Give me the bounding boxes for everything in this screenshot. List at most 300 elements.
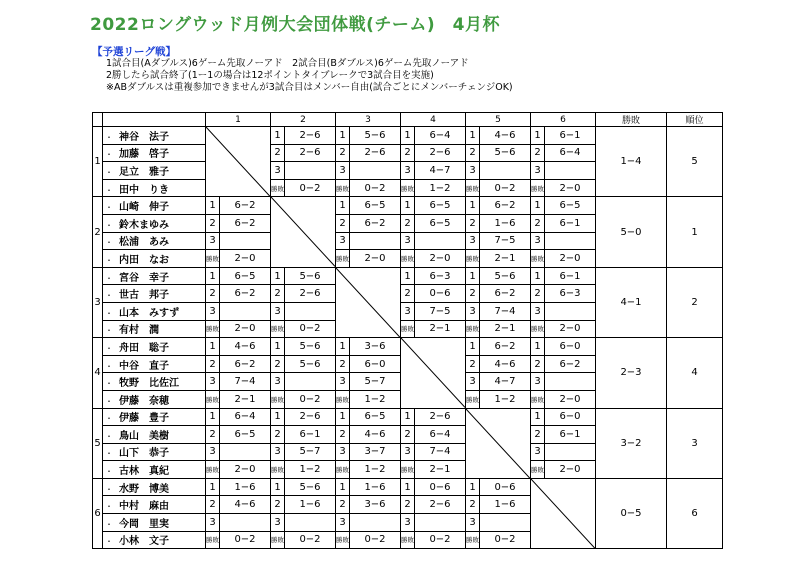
game-score: 1−6 (480, 496, 531, 514)
game-score: 1−2 (415, 179, 466, 197)
game-score: 6−1 (545, 127, 596, 145)
game-score (415, 232, 466, 250)
player-label: 山本 みすず (119, 307, 180, 319)
game-score: 6−2 (220, 285, 271, 303)
game-score: 4−6 (220, 496, 271, 514)
team-record: 5−0 (596, 197, 667, 267)
game-number: 2 (271, 144, 285, 162)
game-number: 3 (531, 162, 545, 180)
game-score: 2−0 (220, 250, 271, 268)
player-name (103, 355, 206, 373)
bullet: ・ (105, 361, 113, 371)
page-title: 2022ロングウッド月例大会団体戦(チーム) 4月杯 (90, 15, 501, 35)
player-label: 伊藤 奈穂 (119, 395, 169, 407)
game-score: 2−6 (285, 285, 336, 303)
diagonal-line (206, 127, 270, 196)
game-number: 2 (206, 355, 220, 373)
game-score: 1−6 (285, 496, 336, 514)
game-score (285, 373, 336, 391)
game-number: 勝敗 (336, 179, 350, 197)
game-number: 3 (531, 232, 545, 250)
table-row (93, 478, 723, 496)
game-score (220, 514, 271, 532)
game-score: 6−5 (350, 197, 401, 215)
table-row (93, 408, 723, 426)
player-label: 内田 なお (119, 254, 169, 266)
game-score: 4−6 (480, 355, 531, 373)
game-number: 2 (336, 144, 350, 162)
game-number: 勝敗 (401, 320, 415, 338)
game-number: 1 (206, 408, 220, 426)
game-number: 1 (466, 338, 480, 356)
self-match-cell (531, 478, 596, 548)
game-score: 2−1 (415, 461, 466, 479)
league-table (92, 112, 723, 549)
player-name (103, 514, 206, 532)
player-label: 古林 真紀 (119, 466, 169, 478)
game-number: 2 (336, 214, 350, 232)
game-score: 2−1 (220, 390, 271, 408)
game-score: 1−6 (220, 478, 271, 496)
rule-line: ※ABダブルスは重複参加できませんが3試合目はメンバー自由(試合ごとにメンバーチェンジOK) (106, 82, 513, 93)
game-number: 勝敗 (336, 390, 350, 408)
bullet: ・ (105, 467, 113, 477)
game-score: 2−6 (285, 408, 336, 426)
game-number: 2 (206, 496, 220, 514)
team-number: 6 (93, 478, 103, 548)
game-number: 3 (531, 302, 545, 320)
game-number: 3 (336, 232, 350, 250)
player-name (103, 390, 206, 408)
bullet: ・ (105, 238, 113, 248)
game-number: 3 (206, 232, 220, 250)
table-row (93, 338, 723, 356)
game-score: 0−2 (480, 179, 531, 197)
game-number: 1 (206, 197, 220, 215)
game-number: 3 (271, 443, 285, 461)
game-score: 5−6 (480, 267, 531, 285)
game-number: 3 (206, 514, 220, 532)
game-number: 3 (336, 514, 350, 532)
player-name (103, 461, 206, 479)
game-score: 2−1 (415, 320, 466, 338)
game-number: 1 (466, 478, 480, 496)
game-score: 6−0 (545, 338, 596, 356)
game-score: 6−2 (220, 214, 271, 232)
game-number: 3 (531, 373, 545, 391)
game-number: 勝敗 (336, 531, 350, 549)
game-number: 1 (271, 267, 285, 285)
game-number: 勝敗 (466, 531, 480, 549)
game-score: 5−7 (350, 373, 401, 391)
bullet: ・ (105, 255, 113, 265)
section-label: 【予選リーグ戦】 (92, 46, 176, 58)
game-score: 4−6 (350, 426, 401, 444)
game-number: 1 (401, 197, 415, 215)
game-number: 勝敗 (206, 531, 220, 549)
self-match-cell (206, 127, 271, 197)
game-score: 7−5 (415, 302, 466, 320)
game-number: 勝敗 (531, 320, 545, 338)
team-rank: 1 (667, 197, 723, 267)
game-number: 1 (531, 267, 545, 285)
player-label: 山崎 伸子 (119, 202, 169, 214)
game-number: 1 (531, 338, 545, 356)
game-number: 1 (271, 408, 285, 426)
game-number: 2 (531, 214, 545, 232)
game-score: 6−5 (415, 197, 466, 215)
game-score (480, 514, 531, 532)
game-number: 1 (336, 127, 350, 145)
player-name (103, 179, 206, 197)
game-number: 勝敗 (206, 250, 220, 268)
game-number: 3 (401, 232, 415, 250)
game-score: 2−6 (285, 144, 336, 162)
game-score: 2−0 (220, 320, 271, 338)
game-number: 1 (271, 478, 285, 496)
game-number: 勝敗 (206, 320, 220, 338)
game-number: 勝敗 (271, 179, 285, 197)
game-number: 勝敗 (531, 390, 545, 408)
game-number: 1 (336, 197, 350, 215)
game-number: 2 (336, 355, 350, 373)
bullet: ・ (105, 273, 113, 283)
game-number: 2 (466, 355, 480, 373)
player-name (103, 373, 206, 391)
game-number: 3 (336, 373, 350, 391)
game-score (220, 302, 271, 320)
bullet: ・ (105, 132, 113, 142)
player-name (103, 426, 206, 444)
game-score: 1−6 (350, 478, 401, 496)
game-score: 6−2 (480, 285, 531, 303)
player-name (103, 408, 206, 426)
game-score: 5−6 (285, 267, 336, 285)
game-score (350, 162, 401, 180)
game-score: 6−5 (220, 426, 271, 444)
player-label: 中村 麻由 (119, 501, 169, 513)
game-score: 6−2 (220, 355, 271, 373)
game-number: 2 (271, 285, 285, 303)
bullet: ・ (105, 484, 113, 494)
game-number: 1 (531, 127, 545, 145)
player-label: 松浦 あみ (119, 237, 169, 249)
bullet: ・ (105, 150, 113, 160)
bullet: ・ (105, 291, 113, 301)
game-number: 3 (336, 162, 350, 180)
game-score: 0−2 (285, 531, 336, 549)
game-number: 1 (466, 197, 480, 215)
game-score: 2−6 (415, 496, 466, 514)
game-number: 3 (401, 443, 415, 461)
player-name (103, 531, 206, 549)
player-name (103, 478, 206, 496)
player-label: 水野 博美 (119, 483, 169, 495)
game-score: 6−1 (545, 214, 596, 232)
game-score: 4−6 (220, 338, 271, 356)
game-score: 6−1 (545, 267, 596, 285)
game-number: 3 (271, 514, 285, 532)
game-score: 6−1 (285, 426, 336, 444)
game-number: 3 (271, 373, 285, 391)
player-name (103, 214, 206, 232)
bullet: ・ (105, 343, 113, 353)
game-number: 3 (466, 232, 480, 250)
game-score: 0−2 (220, 531, 271, 549)
rank-header: 順位 (667, 113, 723, 127)
player-name (103, 250, 206, 268)
bullet: ・ (105, 449, 113, 459)
game-number: 3 (401, 302, 415, 320)
game-score: 6−5 (220, 267, 271, 285)
player-label: 宮谷 幸子 (119, 272, 169, 284)
player-label: 鳥山 美樹 (119, 430, 169, 442)
game-score (545, 162, 596, 180)
player-name (103, 496, 206, 514)
game-number: 2 (401, 144, 415, 162)
game-score: 0−2 (350, 531, 401, 549)
game-score (350, 514, 401, 532)
game-number: 3 (271, 302, 285, 320)
player-name (103, 443, 206, 461)
game-score: 3−6 (350, 496, 401, 514)
player-label: 今岡 里実 (119, 518, 169, 530)
game-number: 1 (466, 267, 480, 285)
opponent-header: 5 (466, 113, 531, 127)
game-score: 4−6 (480, 127, 531, 145)
game-score: 0−2 (285, 390, 336, 408)
game-score: 7−4 (415, 443, 466, 461)
game-score: 6−5 (545, 197, 596, 215)
player-label: 舟田 聡子 (119, 342, 169, 354)
game-score: 6−3 (545, 285, 596, 303)
bullet: ・ (105, 396, 113, 406)
game-score: 2−0 (545, 179, 596, 197)
game-number: 勝敗 (466, 179, 480, 197)
game-score: 5−6 (350, 127, 401, 145)
game-number: 2 (466, 214, 480, 232)
game-number: 勝敗 (466, 250, 480, 268)
game-score (545, 373, 596, 391)
self-match-cell (271, 197, 336, 267)
game-score: 2−6 (350, 144, 401, 162)
team-rank: 3 (667, 408, 723, 478)
game-number: 3 (466, 302, 480, 320)
game-score (220, 232, 271, 250)
game-number: 勝敗 (206, 390, 220, 408)
game-number: 3 (466, 373, 480, 391)
player-label: 山下 恭子 (119, 448, 169, 460)
team-number: 5 (93, 408, 103, 478)
game-number: 勝敗 (466, 320, 480, 338)
bullet: ・ (105, 326, 113, 336)
game-number: 2 (531, 426, 545, 444)
game-number: 1 (401, 267, 415, 285)
game-number: 2 (401, 214, 415, 232)
team-record: 0−5 (596, 478, 667, 548)
diagonal-line (466, 409, 530, 478)
game-score: 1−2 (285, 461, 336, 479)
player-label: 中谷 直子 (119, 360, 169, 372)
game-number: 勝敗 (401, 179, 415, 197)
game-number: 1 (336, 478, 350, 496)
game-number: 3 (466, 514, 480, 532)
record-header: 勝敗 (596, 113, 667, 127)
team-rank: 5 (667, 127, 723, 197)
game-score: 3−7 (350, 443, 401, 461)
game-score: 2−6 (415, 408, 466, 426)
game-score: 2−0 (220, 461, 271, 479)
game-number: 1 (206, 338, 220, 356)
game-score: 7−4 (220, 373, 271, 391)
game-number: 2 (206, 214, 220, 232)
game-number: 3 (206, 302, 220, 320)
game-number: 勝敗 (401, 461, 415, 479)
game-score: 6−0 (545, 408, 596, 426)
game-score: 1−2 (480, 390, 531, 408)
game-score: 0−2 (415, 531, 466, 549)
game-score: 4−7 (480, 373, 531, 391)
player-name (103, 285, 206, 303)
game-score: 0−6 (415, 478, 466, 496)
opponent-header: 2 (271, 113, 336, 127)
game-score: 2−0 (350, 250, 401, 268)
bullet: ・ (105, 167, 113, 177)
player-name (103, 267, 206, 285)
team-number: 4 (93, 338, 103, 408)
game-score (350, 232, 401, 250)
bullet: ・ (105, 519, 113, 529)
player-label: 鈴木まゆみ (119, 219, 169, 231)
self-match-cell (401, 338, 466, 408)
game-number: 2 (271, 426, 285, 444)
bullet: ・ (105, 414, 113, 424)
game-number: 勝敗 (271, 531, 285, 549)
team-record: 4−1 (596, 267, 667, 337)
team-record: 1−4 (596, 127, 667, 197)
game-number: 2 (531, 355, 545, 373)
player-name (103, 197, 206, 215)
game-number: 2 (401, 426, 415, 444)
game-score: 6−5 (415, 214, 466, 232)
game-number: 1 (466, 127, 480, 145)
bullet: ・ (105, 203, 113, 213)
game-number: 2 (466, 144, 480, 162)
game-number: 2 (531, 144, 545, 162)
bullet: ・ (105, 308, 113, 318)
game-number: 2 (271, 355, 285, 373)
game-score: 5−7 (285, 443, 336, 461)
diagonal-line (401, 338, 465, 407)
game-number: 3 (401, 514, 415, 532)
game-number: 1 (271, 127, 285, 145)
player-label: 神谷 法子 (119, 131, 169, 143)
game-number: 1 (401, 127, 415, 145)
game-number: 勝敗 (206, 461, 220, 479)
team-rank: 2 (667, 267, 723, 337)
self-match-cell (466, 408, 531, 478)
game-number: 1 (401, 408, 415, 426)
game-number: 1 (531, 408, 545, 426)
game-score (480, 162, 531, 180)
game-number: 2 (336, 496, 350, 514)
game-number: 2 (206, 285, 220, 303)
game-number: 2 (336, 426, 350, 444)
game-score: 6−4 (415, 426, 466, 444)
game-score: 6−4 (220, 408, 271, 426)
player-name (103, 144, 206, 162)
player-label: 有村 潤 (119, 325, 159, 337)
player-label: 足立 雅子 (119, 166, 169, 178)
player-name (103, 232, 206, 250)
game-number: 3 (336, 443, 350, 461)
game-number: 3 (206, 443, 220, 461)
game-score: 2−6 (415, 144, 466, 162)
game-score: 6−1 (545, 426, 596, 444)
game-number: 2 (271, 496, 285, 514)
game-score: 0−6 (415, 285, 466, 303)
game-number: 勝敗 (531, 179, 545, 197)
team-rank: 6 (667, 478, 723, 548)
game-number: 2 (531, 285, 545, 303)
game-score: 2−0 (545, 250, 596, 268)
game-score (220, 443, 271, 461)
player-name (103, 338, 206, 356)
game-score: 0−2 (350, 179, 401, 197)
opponent-header: 4 (401, 113, 466, 127)
team-record: 2−3 (596, 338, 667, 408)
diagonal-line (531, 479, 595, 548)
game-number: 3 (271, 162, 285, 180)
player-label: 加藤 啓子 (119, 149, 169, 161)
game-number: 勝敗 (401, 531, 415, 549)
game-score: 3−6 (350, 338, 401, 356)
table-row (93, 127, 723, 145)
bullet: ・ (105, 379, 113, 389)
game-score: 0−2 (285, 179, 336, 197)
game-score (285, 302, 336, 320)
opponent-header: 6 (531, 113, 596, 127)
game-score: 2−0 (545, 390, 596, 408)
game-number: 3 (531, 443, 545, 461)
game-score: 2−0 (545, 461, 596, 479)
game-score (545, 443, 596, 461)
game-score: 2−1 (480, 320, 531, 338)
game-score: 6−2 (220, 197, 271, 215)
game-score (285, 514, 336, 532)
player-label: 伊藤 豊子 (119, 413, 169, 425)
player-label: 世古 邦子 (119, 290, 169, 302)
game-score: 6−2 (480, 338, 531, 356)
game-score: 5−6 (480, 144, 531, 162)
diagonal-line (336, 268, 400, 337)
game-score: 1−2 (350, 390, 401, 408)
player-label: 田中 りき (119, 184, 169, 196)
game-score: 1−2 (350, 461, 401, 479)
game-number: 1 (271, 338, 285, 356)
game-number: 勝敗 (271, 390, 285, 408)
game-score: 6−2 (350, 214, 401, 232)
self-match-cell (336, 267, 401, 337)
rule-line: 2勝したら試合終了(1ー1の場合は12ポイントタイブレークで3試合目を実施) (106, 70, 434, 81)
game-number: 1 (401, 478, 415, 496)
game-score: 2−1 (480, 250, 531, 268)
game-number: 3 (401, 162, 415, 180)
game-number: 1 (531, 197, 545, 215)
player-name (103, 127, 206, 145)
game-number: 勝敗 (401, 250, 415, 268)
game-score: 7−4 (480, 302, 531, 320)
